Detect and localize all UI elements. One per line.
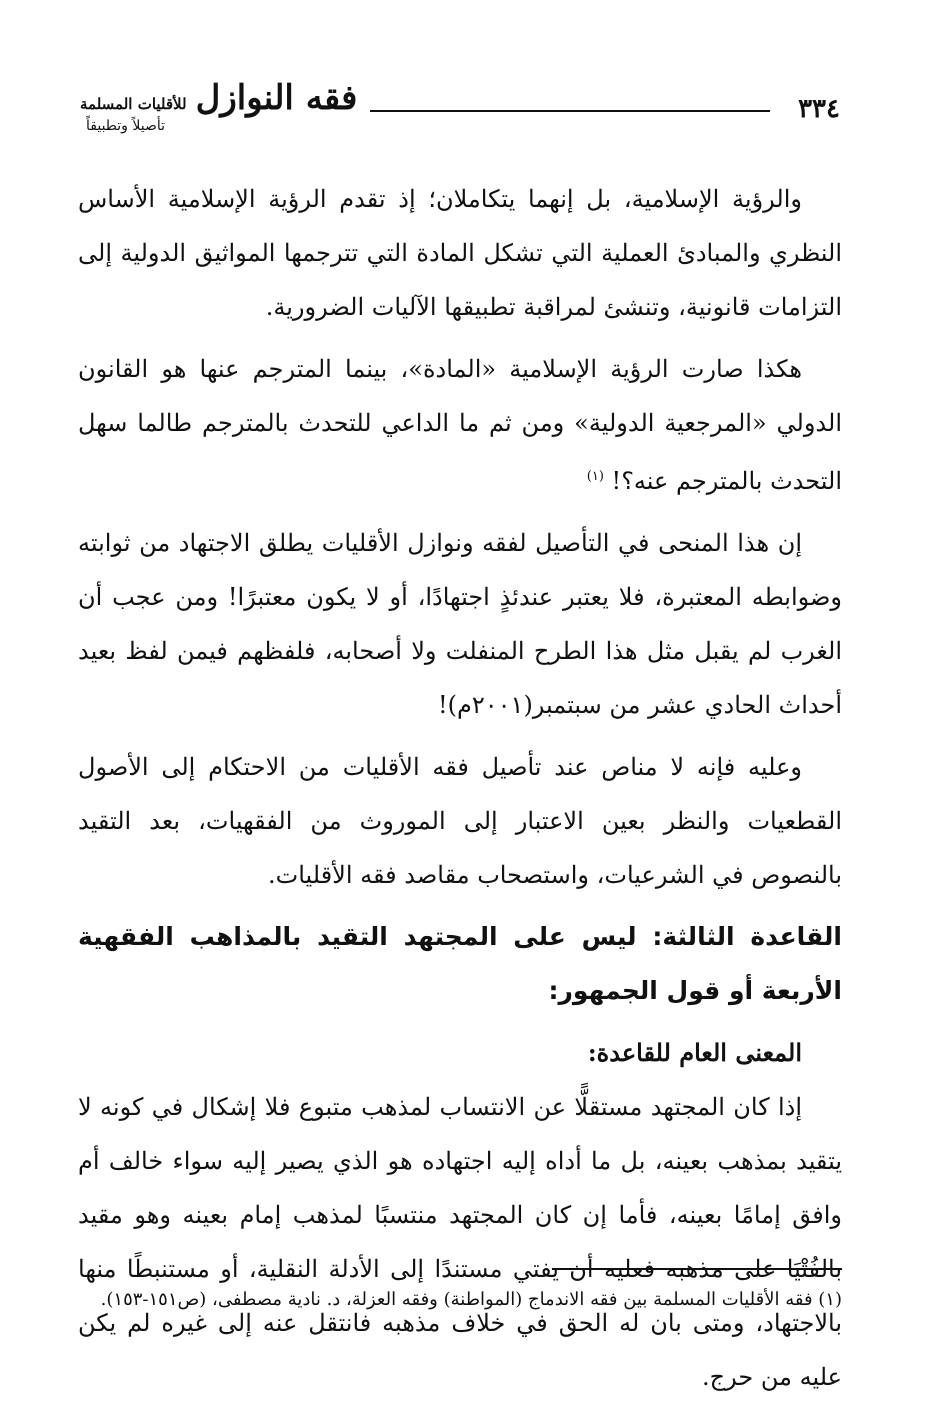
running-header xyxy=(80,70,840,160)
paragraph: والرؤية الإسلامية، بل إنهما يتكاملان؛ إذ تقدم الرؤية الإسلامية الأساس النظري والمبادئ العملية التي تشكل المادة التي تترجمها المواثيق الدولية إلى التزامات قانونية، وتنشئ لمراقبة تطبيقها الآليات الضرورية. xyxy=(78,185,842,321)
paragraph: إذا كان المجتهد مستقلًّا عن الانتساب لمذهب متبوع فلا إشكال في كونه لا يتقيد بمذهب بعينه، بل ما أداه إليه اجتهاده هو الذي يصير إليه سواء خالف أم وافق إمامًا بعينه، فأما إن كان المجتهد منتسبًا لمذهب إمام بعينه وهو مقيد بالفُتْيَا على مذهبه فعليه أن يفتي مستندًا إلى الأدلة النقلية، أو مستنبطًا منها بالاجتهاد، ومتى بان له الحق في خلاف مذهبه فانتقل عنه إلى غيره لم يكن عليه من حرج. xyxy=(78,1093,843,1391)
paragraph: وعليه فإنه لا مناص عند تأصيل فقه الأقليات من الاحتكام إلى الأصول القطعيات والنظر بعين الاعتبار إلى الموروث من الفقهيات، بعد التقيد بالنصوص في الشرعيات، واستصحاب مقاصد فقه الأقليات. xyxy=(78,753,842,889)
paragraph: إن هذا المنحى في التأصيل لفقه ونوازل الأقليات يطلق الاجتهاد من ثوابته وضوابطه المعتبرة، فلا يعتبر عندئذٍ اجتهادًا، أو لا يكون معتبرًا! ومن عجب أن الغرب لم يقبل مثل هذا الطرح المنفلت ولا أصحابه، فلفظهم فيمن لفظ بعيد أحداث الحادي عشر من سبتمبر(٢٠٠١م)! xyxy=(78,529,842,719)
paragraph-text: هكذا صارت الرؤية الإسلامية «المادة»، بينما المترجم عنها هو القانون الدولي «المرجعية الدولية» ومن ثم ما الداعي للتحدث بالمترجم طالما سهل التحدث بالمترجم عنه؟! xyxy=(78,355,843,495)
header-rule xyxy=(370,110,770,112)
subheading: المعنى العام للقاعدة: xyxy=(587,1038,802,1067)
footnote-rule xyxy=(552,1268,842,1270)
footnote-marker: (١) xyxy=(586,469,604,484)
book-title-tagline: تأصيلاً وتطبيقاً xyxy=(86,118,166,134)
rule-heading: القاعدة الثالثة: ليس على المجتهد التقيد بالمذاهب الفقهية الأربعة أو قول الجمهور: xyxy=(78,922,842,1005)
page-number: ٣٣٤ xyxy=(798,94,840,124)
footnote: (١) فقه الأقليات المسلمة بين فقه الاندماج (المواطنة) وفقه العزلة، د. نادية مصطفى، (ص١٥١-١٥٣). xyxy=(100,1289,842,1310)
book-title-sub: للأقليات المسلمة xyxy=(80,95,187,113)
body-text xyxy=(78,172,842,1412)
book-title-main: فقه النوازل xyxy=(195,78,358,118)
book-title xyxy=(80,78,358,134)
paragraph-with-footnote xyxy=(78,342,842,508)
